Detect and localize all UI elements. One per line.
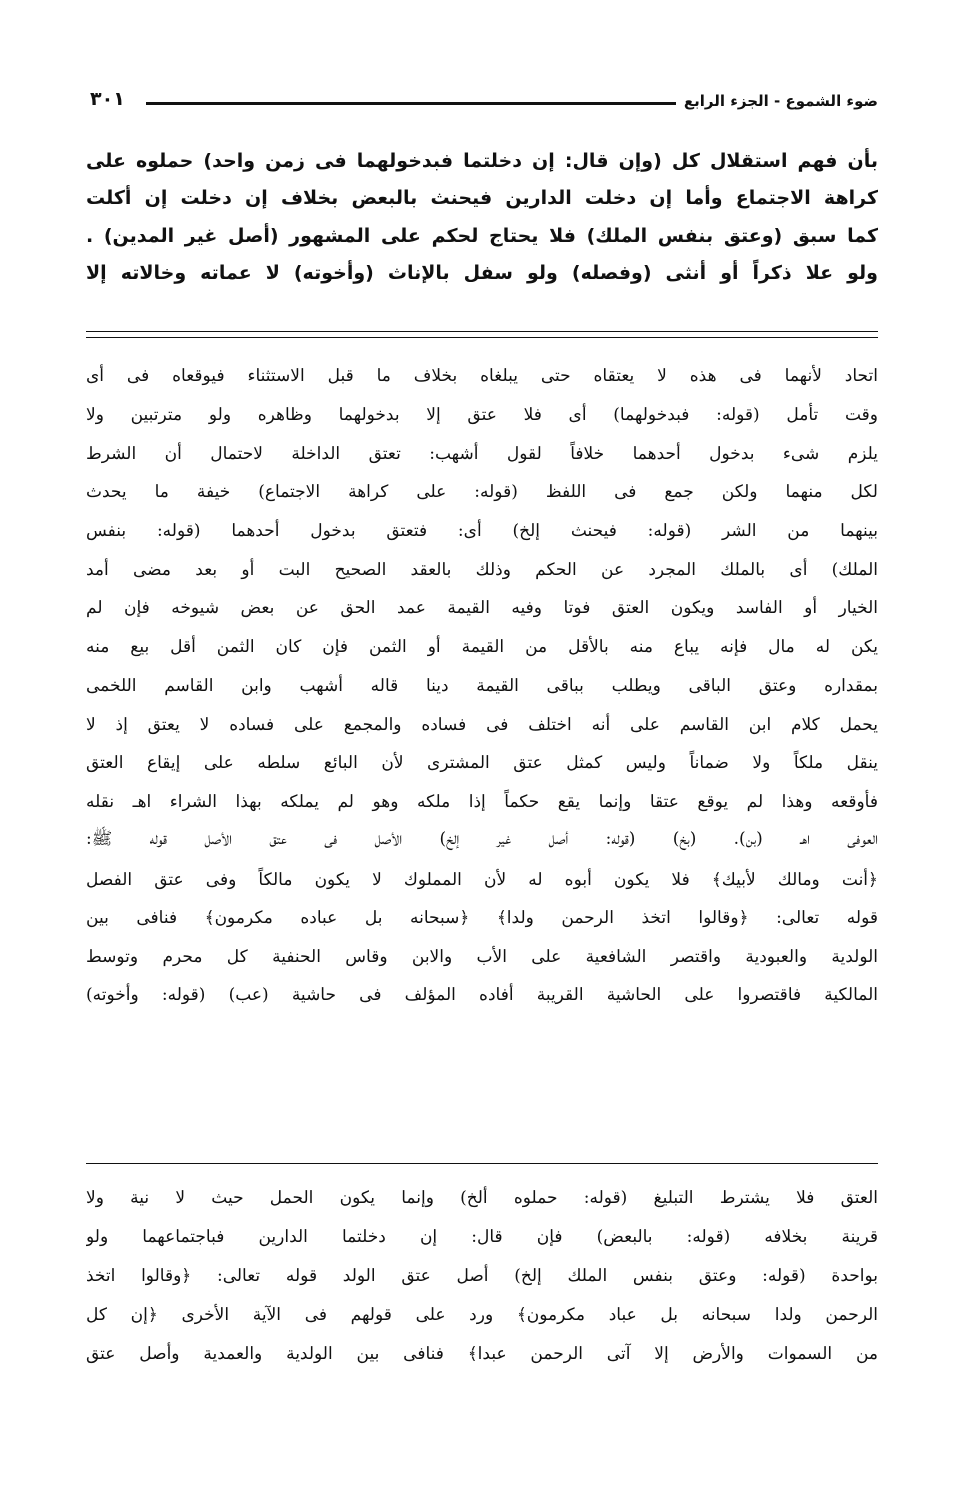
hashiya-text: [86, 1178, 878, 1373]
sharh-text: [86, 357, 878, 1015]
matn-line: بأن فهم استقلال كل (وإن قال: إن دخلتما فبدخولهما فى زمن واحد) حملوه على: [86, 149, 878, 172]
matn-line: ولو علا ذكراً أو أنثى (وفصله) ولو سفل بالإناث (وأخوته) لا عماته وخالاته إلا: [86, 262, 878, 285]
sharh-line: فأوقعه وهذا لم يوقع عتقا وإنما يقع حكماً إذا ملكه وهو لم يملكه بهذا الشراء اهـ نقله: [86, 791, 878, 812]
hashiya-line: بواحدة (قوله: وعتق بنفس الملك إلخ) أصل عتق الولد قوله تعالى: ﴿وقالوا اتخذ: [86, 1266, 878, 1286]
hashiya-line: الرحمن ولدا سبحانه بل عباد مكرمون﴾ ورد على قولهم فى الآية الأخرى ﴿إن كل: [86, 1305, 878, 1325]
sharh-line: اتحاد لأنهما فى هذه لا يعتقاه حتى يبلغاه بخلاف ما قبل الاستثناء فيوقعاه فى أى: [86, 366, 878, 387]
hashiya-separator: [86, 1163, 878, 1164]
header-rule: [146, 102, 708, 105]
page-number: ٣٠١: [86, 88, 131, 110]
sharh-line: يكن له مال فإنه يباع منه بالأقل من القيمة أو الثمن فإن كان الثمن أقل بيع منه: [86, 637, 878, 658]
sharh-line: ﴿أنت ومالك لأبيك﴾ فلا يكون أبوه له لأن المملوك لا يكون مالكاً وفى عتق الفصل: [86, 869, 878, 890]
sharh-line: يحمل كلام ابن القاسم على أنه اختلف فى فساده والمجمع على فساده لا يعتق إذ لا: [86, 714, 878, 735]
matn-separator: [86, 331, 878, 332]
sharh-line: يلزم شىء بدخول أحدهما خلافاً لقول أشهب: تعتق الداخلة لاحتمال أن الشرط: [86, 443, 878, 464]
matn-separator-double: [86, 337, 878, 338]
running-header: [86, 88, 878, 122]
book-title: ضوء الشموع - الجزء الرابع: [676, 92, 878, 110]
sharh-line: الملك) أى بالملك المجرد عن الحكم وذلك بالعقد الصحيح البت أو بعد مضى أمد: [86, 559, 878, 580]
sharh-line: بينهما من الشر (قوله: فيحنث إلخ) أى: فتعتق بدخول أحدهما (قوله: بنفس: [86, 521, 878, 542]
sharh-line: لكل منهما ولكن جمع فى اللفظ (قوله: على كراهة الاجتماع) خيفة ما يحدث: [86, 482, 878, 503]
sharh-line: ينقل ملكاً ولا ضماناً وليس كمثل عتق المشترى لأن البائع سلطه على إيقاع العتق: [86, 753, 878, 774]
hashiya-line: قرينة بخلافه (قوله: بالبعض) فإن قال: إن دخلتما الدارين فباجتماعهما ولو: [86, 1226, 878, 1247]
hashiya-line: العتق فلا يشترط التبليغ (قوله: حملوه ألخ) وإنما يكون الحمل حيث لا نية ولا: [86, 1187, 878, 1208]
sharh-line: الخيار أو الفاسد ويكون العتق فوتا وفيه القيمة عمد الحق عن بعض شيوخه فإن لم: [86, 598, 878, 619]
sharh-line: المالكية فاقتصروا على الحاشية القريبة أفاده المؤلف فى حاشية (عب) (قوله: وأخوته): [86, 985, 878, 1006]
sharh-line: بمقداره وعتق الباقى ويطلب بباقى القيمة دينا قاله أشهب وابن القاسم اللخمى: [86, 675, 878, 696]
matn-line: كراهة الاجتماع وأما إن دخلت الدارين فيحنث بالبعض بخلاف إن دخلت إن أكلت: [86, 187, 878, 210]
matn-line: كما سبق (وعتق بنفس الملك) فلا يحتاج لحكم على المشهور (أصل غير المدين) .: [86, 224, 878, 247]
sharh-line: قوله تعالى: ﴿وقالوا اتخذ الرحمن ولدا﴾ ﴿سبحانه بل عباده مكرمون﴾ فنافى بين: [86, 908, 878, 929]
sharh-line: وقت تأمل (قوله: فبدخولهما) أى فلا عتق إلا بدخولهما وظاهره ولو مترتبين ولا: [86, 405, 878, 426]
matn-text: [86, 142, 878, 292]
sharh-line: الولدية والعبودية واقتصر الشافعية على الأب والابن وقاس الحنفية كل محرم وتوسط: [86, 946, 878, 967]
sharh-line: العوفى اهـ (بن). (بخ) (قوله: أصل غير إلخ) الأصل فى عتق الأصل قوله ﷺ:: [86, 829, 878, 850]
hashiya-line: من السموات والأرض إلا آتى الرحمن عبدا﴾ فنافى بين الولدية والعمدية وأصل عتق: [86, 1344, 878, 1364]
